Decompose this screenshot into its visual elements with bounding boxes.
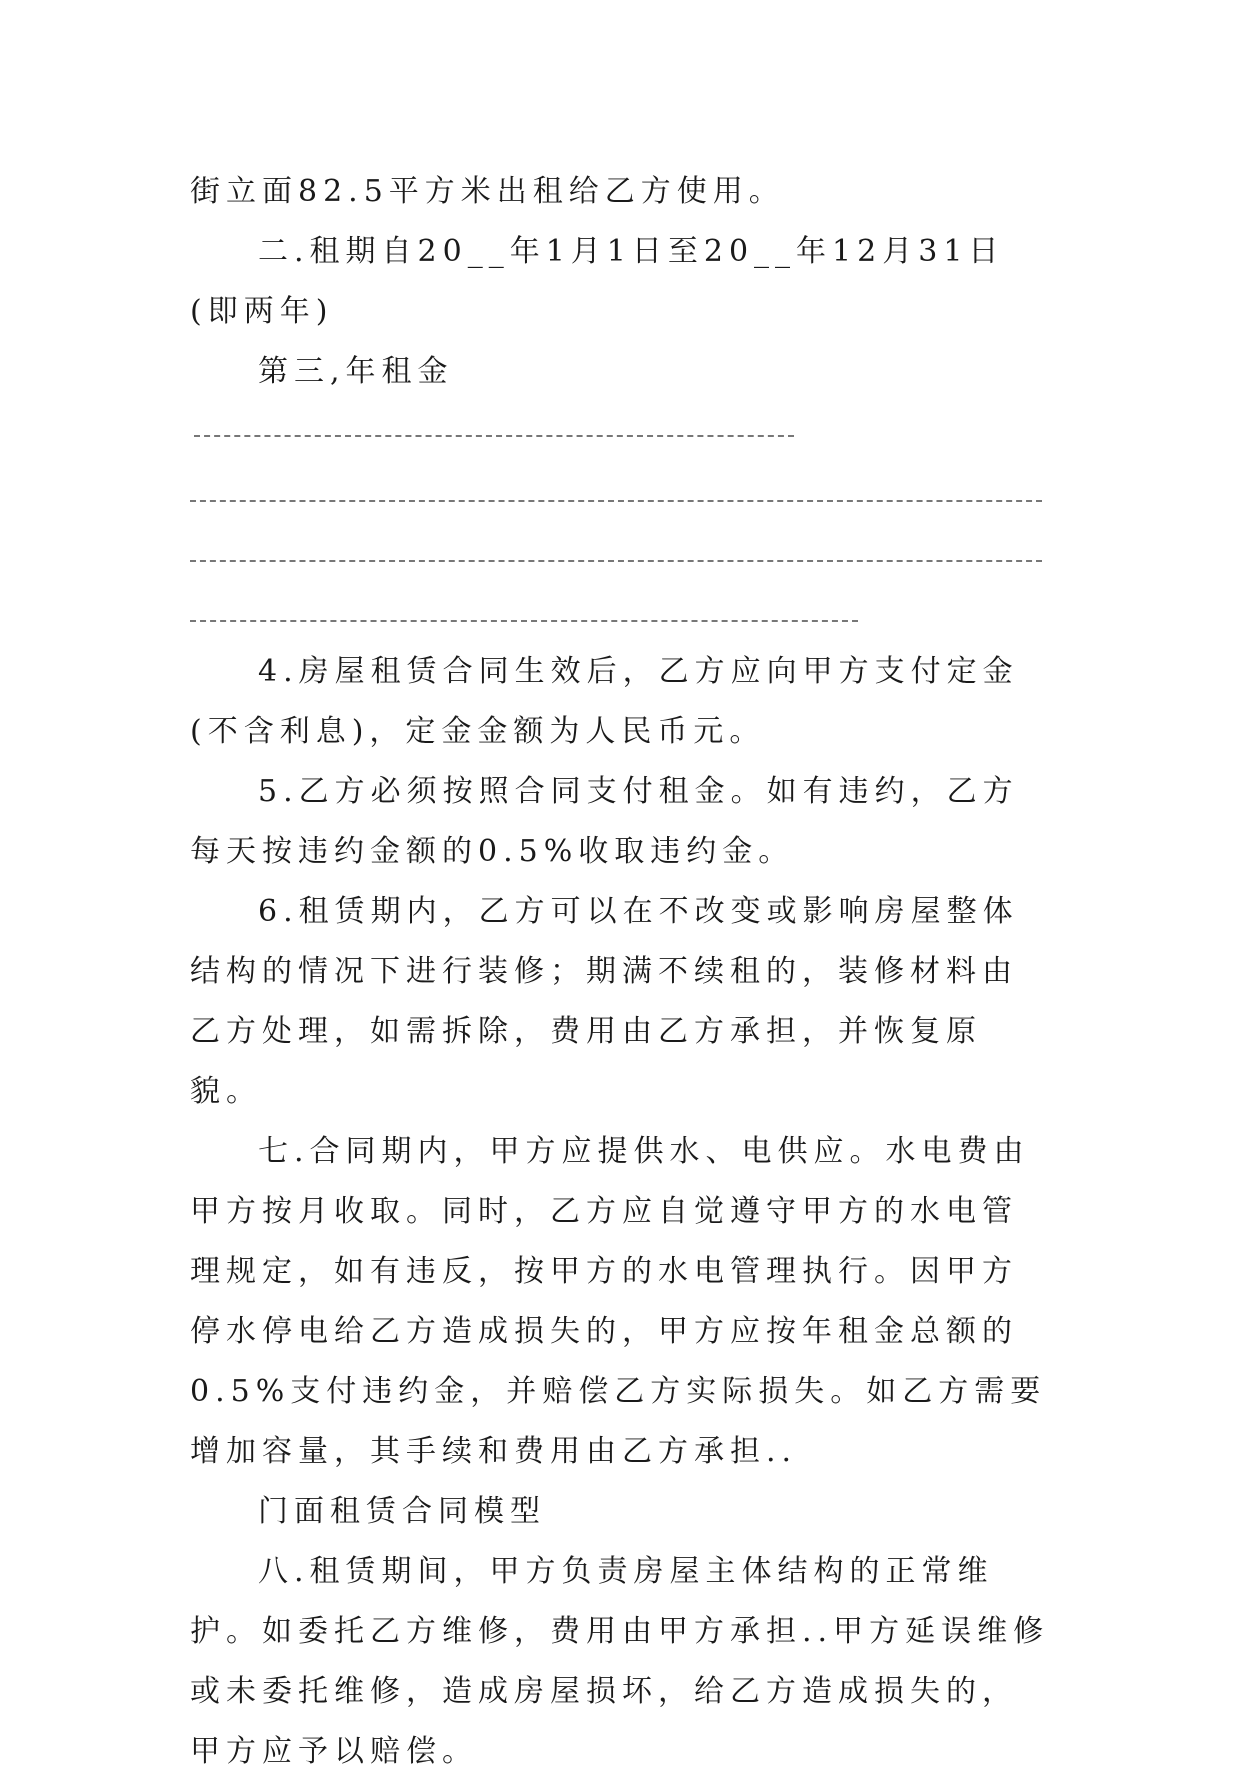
annual-rent-label: 第三,年租金 [258,354,454,389]
blank-fill-line [190,500,1042,502]
paragraph-maintenance: 八.租赁期间，甲方负责房屋主体结构的正常维护。如委托乙方维修，费用由甲方承担..甲方延误维修或未委托维修，造成房屋损坏，给乙方造成损失的，甲方应予以赔偿。 [190,1554,1050,1769]
blank-fill-line [190,560,1042,562]
paragraph-annual-rent [190,342,1052,462]
paragraph-lease-term: 二.租期自20__年1月1日至20__年12月31日(即两年) [190,234,1005,329]
blank-fill-row [190,462,1052,522]
paragraph-renovation: 6.租赁期内，乙方可以在不改变或影响房屋整体结构的情况下进行装修；期满不续租的，装修材料由乙方处理，如需拆除，费用由乙方承担，并恢复原貌。 [190,894,1019,1109]
paragraph-area-lease: 街立面82.5平方米出租给乙方使用。 [190,174,785,209]
blank-fill-row [190,582,1052,642]
section-heading: 门面租赁合同模型 [258,1494,546,1529]
blank-fill-line [190,620,858,622]
paragraph-utilities: 七.合同期内，甲方应提供水、电供应。水电费由甲方按月收取。同时，乙方应自觉遵守甲方的水电管理规定，如有违反，按甲方的水电管理执行。因甲方停水停电给乙方造成损失的，甲方应按年租金总额的0.5%支付违约金，并赔偿乙方实际损失。如乙方需要增加容量，其手续和费用由乙方承担.. [190,1134,1047,1469]
blank-fill-row [190,522,1052,582]
blank-fill-line [194,435,794,437]
paragraph-deposit: 4.房屋租赁合同生效后，乙方应向甲方支付定金(不含利息)，定金金额为人民币元。 [190,654,1019,749]
paragraph-rent-payment: 5.乙方必须按照合同支付租金。如有违约，乙方每天按违约金额的0.5%收取违约金。 [190,774,1019,869]
document-body [190,162,1052,1782]
